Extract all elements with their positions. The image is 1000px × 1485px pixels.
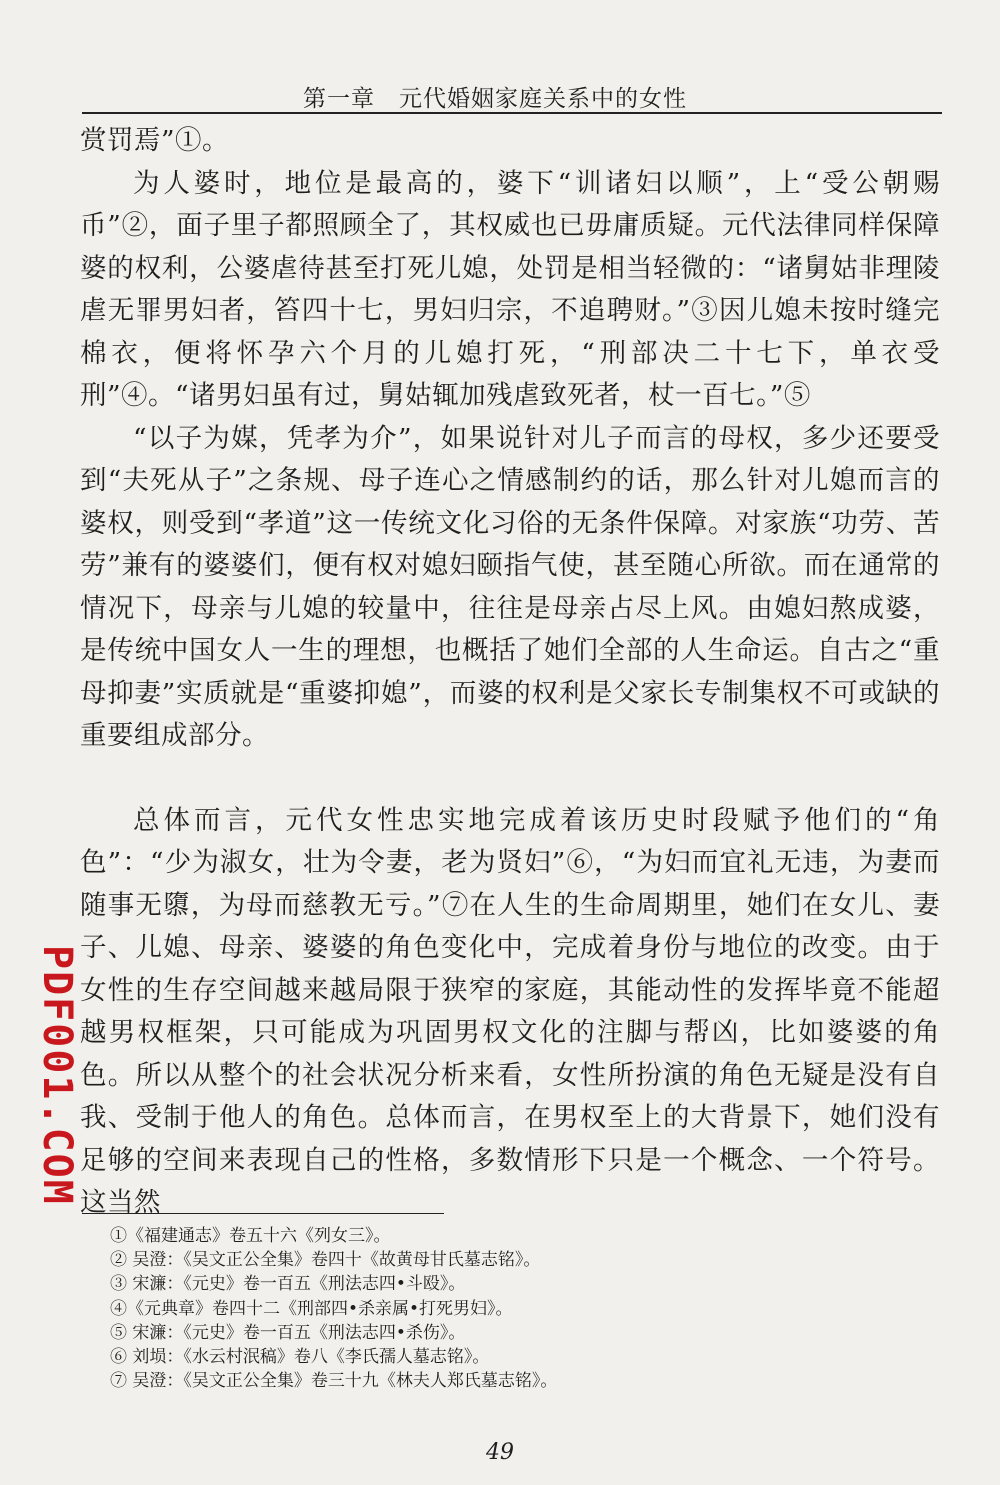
footnote: ② 吴澄：《吴文正公全集》卷四十《故黄母甘氏墓志铭》。 bbox=[110, 1250, 541, 1271]
paragraph: 为人婆时，地位是最高的，婆下“训诸妇以顺”，上“受公朝赐币”②，面子里子都照顾全了，其权威也已毋庸质疑。元代法律同样保障婆的权利，公婆虐待甚至打死儿媳，处罚是相当轻微的：“诸舅姑非理陵虐无罪男妇者，笞四十七，男妇归宗，不追聘财。”③因儿媳未按时缝完棉衣，便将怀孕六个月的儿媳打死，“刑部决二十七下，单衣受刑”④。“诸男妇虽有过，舅姑辄加残虐致死者，杖一百七。”⑤ bbox=[80, 167, 940, 411]
watermark: PDF001.COM bbox=[34, 945, 80, 1206]
page-number: 49 bbox=[486, 1440, 514, 1465]
paragraph: 赏罚焉”①。 bbox=[80, 125, 230, 156]
paragraph: “以子为媒，凭孝为介”，如果说针对儿子而言的母权，多少还要受到“夫死从子”之条规、母子连心之情感制约的话，那么针对儿媳而言的婆权，则受到“孝道”这一传统文化习俗的无条件保障。对家族“功劳、苦劳”兼有的婆婆们，便有权对媳妇颐指气使，甚至随心所欲。而在通常的情况下，母亲与儿媳的较量中，往往是母亲占尽上风。由媳妇熬成婆，是传统中国女人一生的理想，也概括了她们全部的人生命运。自古之“重母抑妻”实质就是“重婆抑媳”，而婆的权利是父家长专制集权不可或缺的重要组成部分。 bbox=[80, 422, 940, 751]
footnote-rule bbox=[82, 1213, 444, 1214]
footnote: ④《元典章》卷四十二《刑部四•杀亲属•打死男妇》。 bbox=[110, 1298, 513, 1319]
footnote: ①《福建通志》卷五十六《列女三》。 bbox=[110, 1226, 391, 1246]
footnote: ⑤ 宋濂：《元史》卷一百五《刑法志四•杀伤》。 bbox=[110, 1322, 466, 1343]
footnotes bbox=[110, 1224, 930, 1393]
footnote: ⑦ 吴澄：《吴文正公全集》卷三十九《林夫人郑氏墓志铭》。 bbox=[110, 1371, 558, 1392]
header-rule bbox=[82, 112, 942, 114]
footnote: ③ 宋濂：《元史》卷一百五《刑法志四•斗殴》。 bbox=[110, 1274, 466, 1295]
paragraph: 总体而言，元代女性忠实地完成着该历史时段赋予他们的“角色”：“少为淑女，壮为令妻，老为贤妇”⑥，“为妇而宜礼无违，为妻而随事无隳，为母而慈教无亏。”⑦在人生的生命周期里，她们在女儿、妻子、儿媳、母亲、婆婆的角色变化中，完成着身份与地位的改变。由于女性的生存空间越来越局限于狭窄的家庭，其能动性的发挥毕竟不能超越男权框架，只可能成为巩固男权文化的注脚与帮凶，比如婆婆的角色。所以从整个的社会状况分析来看，女性所扮演的角色无疑是没有自我、受制于他人的角色。总体而言，在男权至上的大背景下，她们没有足够的空间来表现自己的性格，多数情形下只是一个概念、一个符号。这当然 bbox=[80, 804, 940, 1218]
body-text bbox=[80, 120, 940, 1225]
footnote: ⑥ 刘埙：《水云村泯稿》卷八《李氏孺人墓志铭》。 bbox=[110, 1347, 490, 1368]
running-header: 第一章 元代婚姻家庭关系中的女性 bbox=[303, 86, 687, 112]
